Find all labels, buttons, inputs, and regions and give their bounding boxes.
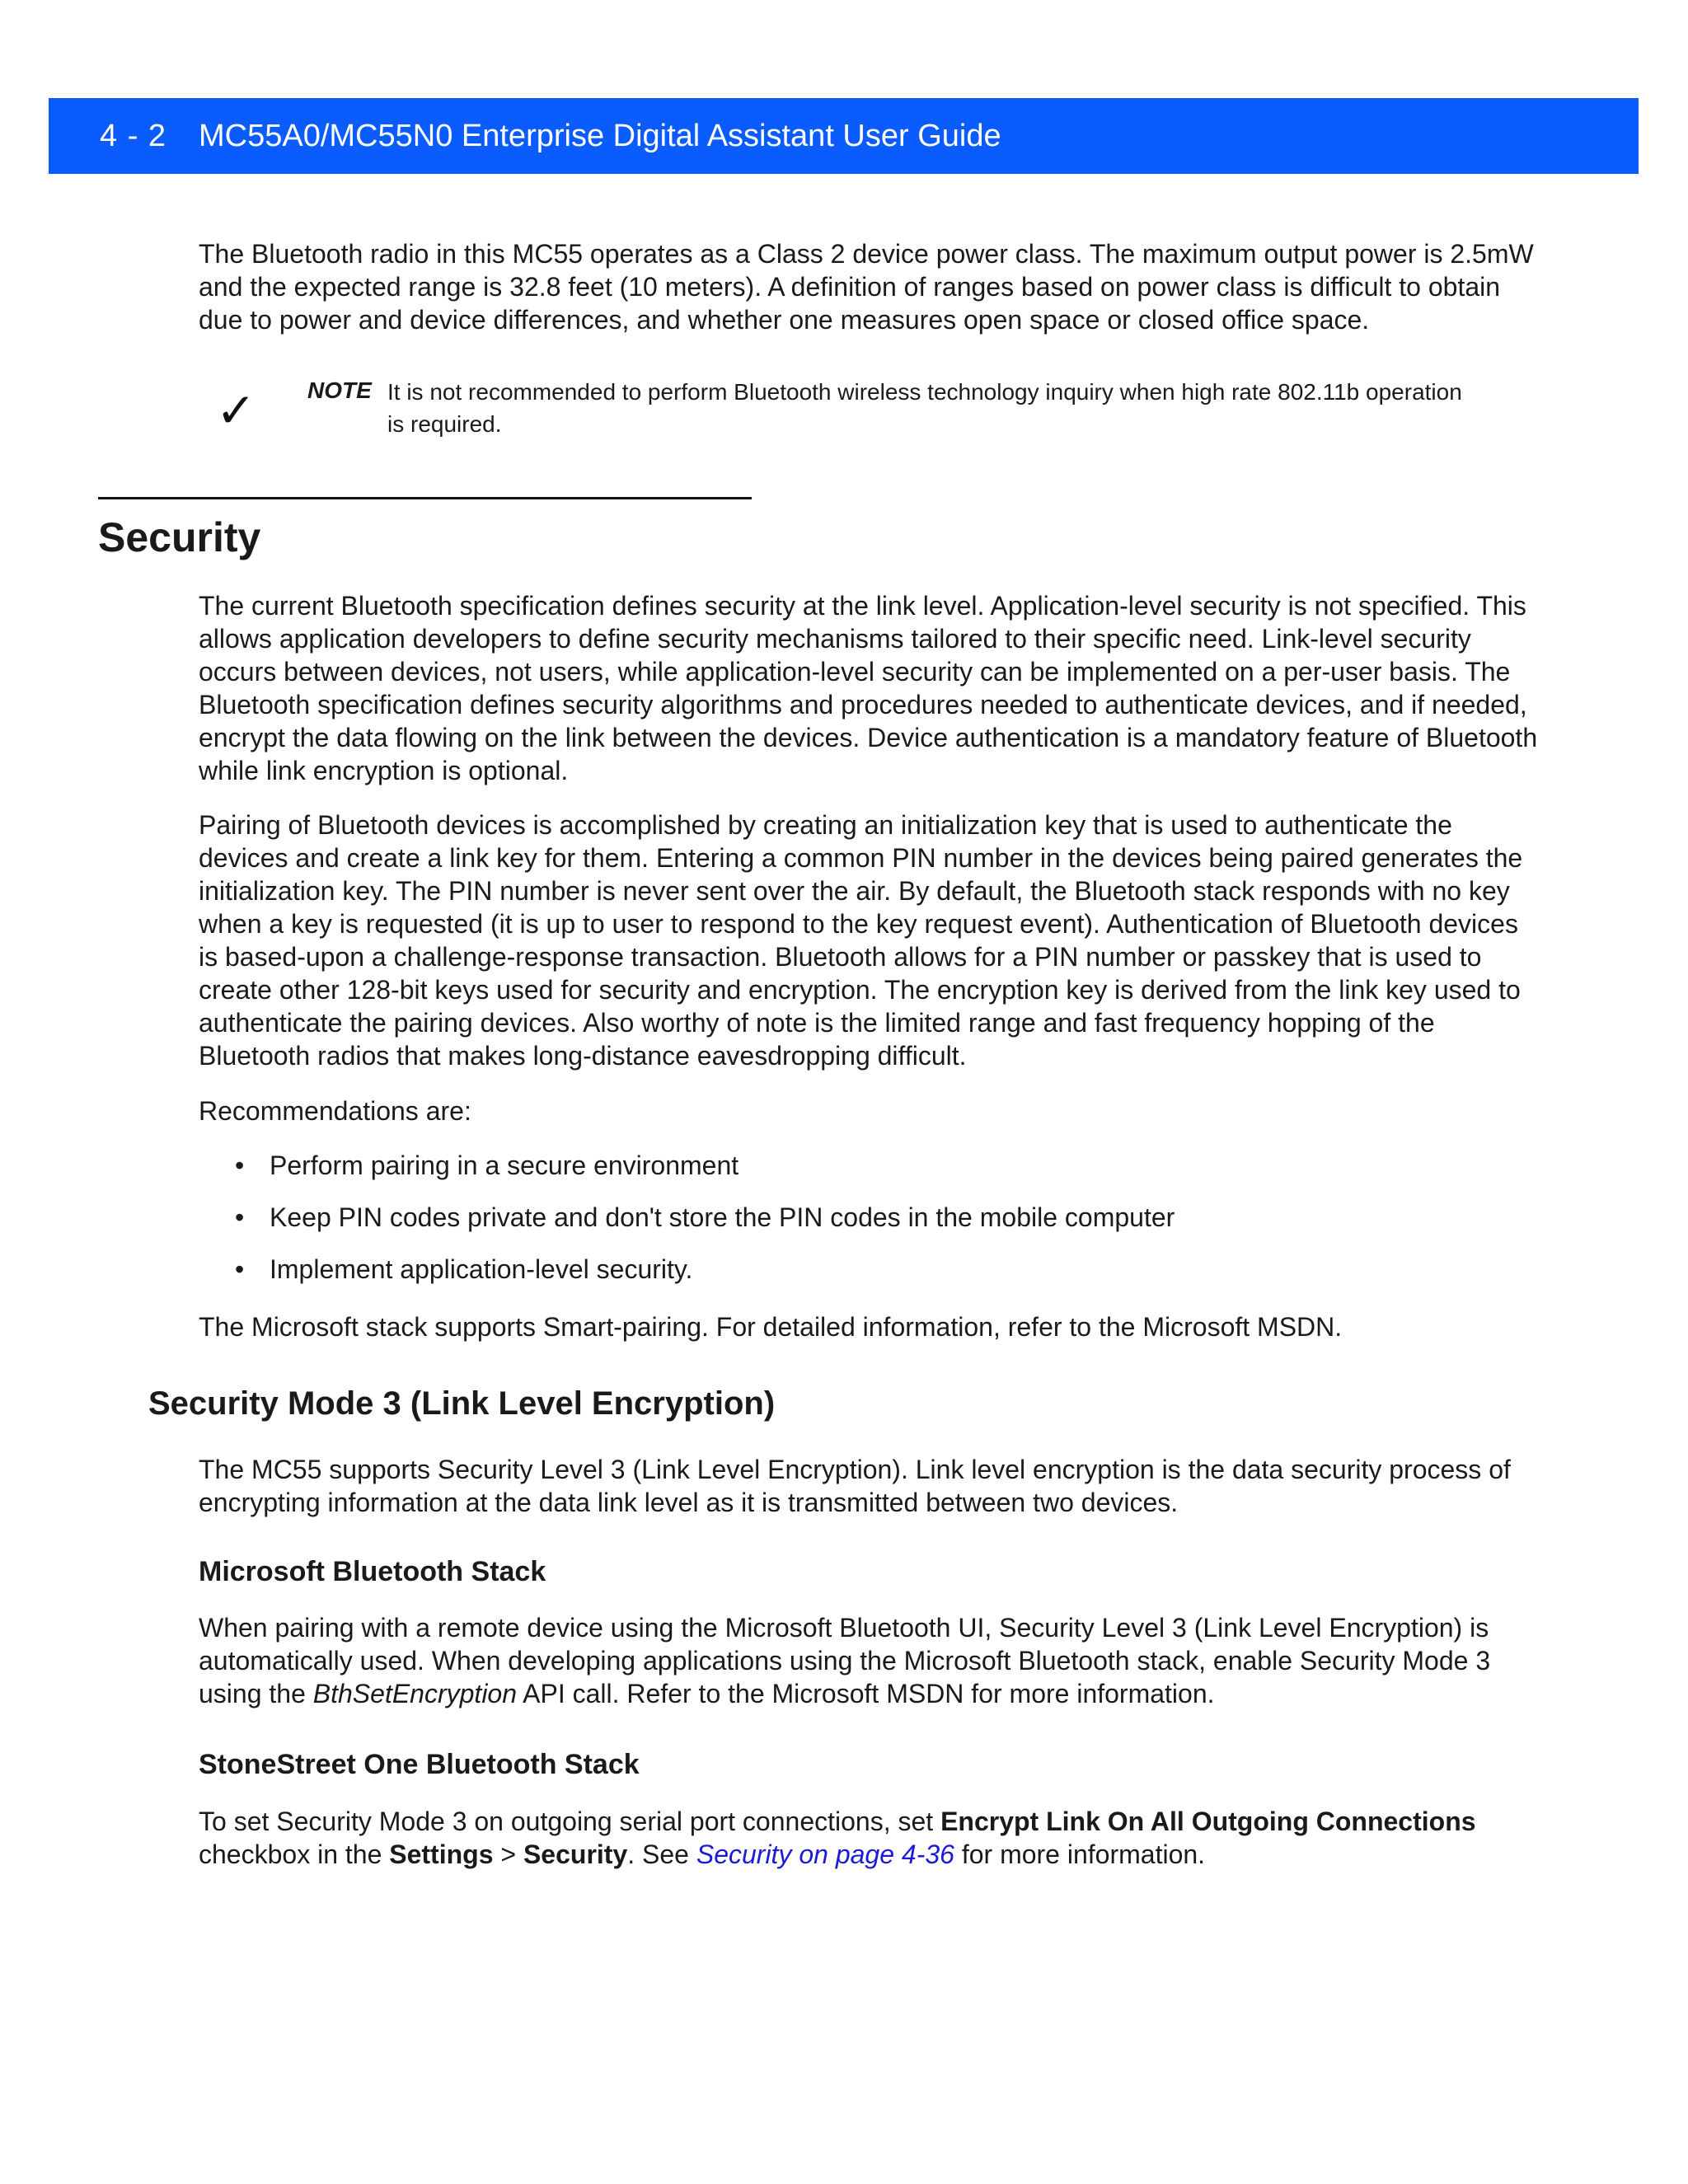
heading-microsoft-stack: Microsoft Bluetooth Stack: [199, 1556, 546, 1587]
list-item: [199, 1201, 1175, 1253]
note-text: It is not recommended to perform Bluetooth wireless technology inquiry when high rate 802.11b operation is required.: [387, 379, 1462, 437]
document-title: MC55A0/MC55N0 Enterprise Digital Assistant User Guide: [199, 118, 1001, 153]
stonestreet-paragraph: [199, 1805, 1542, 1871]
page-header: [49, 98, 1639, 174]
microsoft-stack-paragraph: [199, 1611, 1542, 1710]
recommendations-intro: Recommendations are:: [199, 1096, 471, 1126]
checkmark-icon: ✓: [216, 384, 256, 438]
subsection-heading-mode3: Security Mode 3 (Link Level Encryption): [148, 1385, 776, 1422]
list-item-text: Keep PIN codes private and don't store the PIN codes in the mobile computer: [270, 1202, 1175, 1232]
api-name: BthSetEncryption: [312, 1679, 518, 1708]
settings-label: Settings: [389, 1840, 494, 1869]
bullet-icon: •: [235, 1254, 245, 1284]
list-item: [199, 1253, 1175, 1305]
intro-paragraph: The Bluetooth radio in this MC55 operates as a Class 2 device power class. The maximum output power is 2.5mW and the expected range is 32.8 feet (10 meters). A definition of ranges based on power class is difficult to obtain due to power and device differences, and whether one measures open space or closed office space.: [199, 239, 1534, 335]
heading-stonestreet-stack: StoneStreet One Bluetooth Stack: [199, 1749, 640, 1780]
mode3-paragraph: The MC55 supports Security Level 3 (Link Level Encryption). Link level encryption is the data security process of encrypting information at the data link level as it is transmitted between two devices.: [199, 1455, 1511, 1517]
security-paragraph-2: Pairing of Bluetooth devices is accomplished by creating an initialization key that is used to authenticate the devices and create a link key for them. Entering a common PIN number in the devices being paired generates the initialization key. The PIN number is never sent over the air. By default, the Bluetooth stack responds with no key when a key is requested (it is up to user to respond to the key request event). Authentication of Bluetooth devices is based-upon a challenge-response transaction. Bluetooth allows for a PIN number or passkey that is used to create other 128-bit keys used for security and encryption. The encryption key is derived from the link key used to authenticate the pairing devices. Also worthy of note is the limited range and fast frequency hopping of the Bluetooth radios that makes long-distance eavesdropping difficult.: [199, 810, 1523, 1071]
section-heading-security: Security: [98, 514, 261, 560]
text-segment: checkbox in the: [199, 1840, 390, 1869]
menu-separator: >: [493, 1840, 523, 1869]
page-number: 4 - 2: [100, 118, 167, 153]
text-segment: API call. Refer to the Microsoft MSDN for more information.: [517, 1679, 1215, 1708]
list-item-text: Implement application-level security.: [270, 1254, 693, 1284]
text-segment: for more information.: [954, 1840, 1206, 1869]
security-page-link[interactable]: Security on page 4-36: [696, 1840, 954, 1869]
bullet-icon: •: [235, 1151, 245, 1180]
note-label: NOTE: [307, 377, 372, 403]
encrypt-option-label: Encrypt Link On All Outgoing Connections: [940, 1807, 1476, 1836]
text-segment: To set Security Mode 3 on outgoing serial port connections, set: [199, 1807, 941, 1836]
smart-pairing-paragraph: The Microsoft stack supports Smart-pairing. For detailed information, refer to the Microsoft MSDN.: [199, 1312, 1343, 1342]
text-segment: . See: [627, 1840, 696, 1869]
recommendations-list: [199, 1149, 1175, 1305]
section-divider: [98, 497, 752, 499]
text-segment: When pairing with a remote device using the Microsoft Bluetooth UI, Security Level 3 (Link Level Encryption) is automatically used. When developing applications using the Microsoft Bluetooth stack, enable Security Mode 3 using the: [199, 1613, 1491, 1708]
security-label: Security: [523, 1840, 628, 1869]
list-item-text: Perform pairing in a secure environment: [270, 1151, 739, 1180]
bullet-icon: •: [235, 1202, 245, 1232]
security-paragraph-1: The current Bluetooth specification defines security at the link level. Application-level security is not specified. This allows application developers to define security mechanisms tailored to their specific need. Link-level security occurs between devices, not users, while application-level security can be implemented on a per-user basis. The Bluetooth specification defines security algorithms and procedures needed to authenticate devices, and if needed, encrypt the data flowing on the link between the devices. Device authentication is a mandatory feature of Bluetooth while link encryption is optional.: [199, 591, 1538, 785]
list-item: [199, 1149, 1175, 1201]
